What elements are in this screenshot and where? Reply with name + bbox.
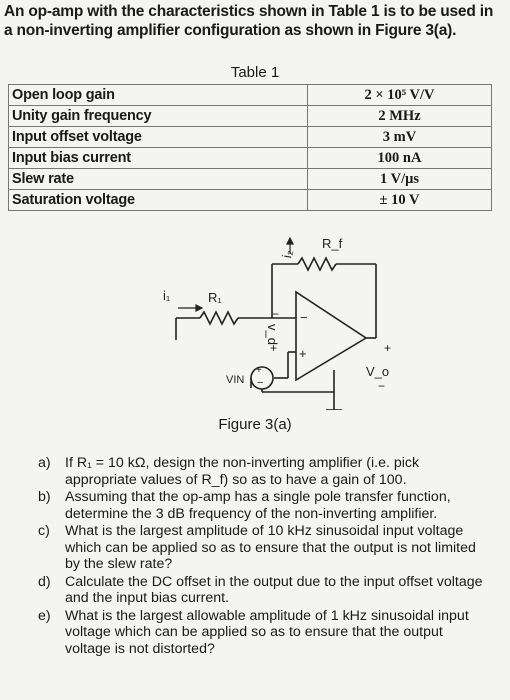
i2-label: i₂: [279, 248, 296, 260]
spec-table: [8, 84, 492, 211]
table-row: [9, 148, 492, 169]
opamp-minus: −: [300, 310, 308, 325]
row-label: Input offset voltage: [9, 127, 308, 148]
row-value: 3 mV: [308, 127, 492, 148]
question-text: If R₁ = 10 kΩ, design the non-inverting amplifier (i.e. pick appropriate values of R_f) so as to have a gain of 100.: [65, 455, 420, 488]
row-value: 100 nA: [308, 148, 492, 169]
list-item: [38, 455, 483, 488]
question-list: [38, 455, 483, 658]
vd-plus: +: [270, 341, 278, 355]
r1-resistor: [200, 312, 238, 324]
row-value: ± 10 V: [308, 190, 492, 211]
i1-label: i₁: [163, 288, 171, 303]
vin-minus: −: [257, 377, 264, 389]
rf-label: R_f: [322, 236, 343, 251]
row-label: Open loop gain: [9, 85, 308, 106]
vo-label: V_o: [366, 364, 390, 379]
row-label: Unity gain frequency: [9, 106, 308, 127]
row-label: Input bias current: [9, 148, 308, 169]
question-letter: d): [38, 573, 51, 590]
row-label: Slew rate: [9, 169, 308, 190]
output-plus: +: [384, 341, 392, 355]
row-value: 1 V/μs: [308, 169, 492, 190]
table-row: [9, 169, 492, 190]
opamp-plus: +: [299, 346, 307, 361]
table-row: [9, 85, 492, 106]
rf-resistor: [298, 258, 336, 270]
table-title: Table 1: [230, 64, 280, 81]
question-text: Assuming that the op-amp has a single pole transfer function, determine the 3 dB frequency of the non-inverting amplifier.: [65, 489, 451, 522]
row-value: 2 MHz: [308, 106, 492, 127]
question-letter: c): [38, 523, 50, 539]
table-row: [9, 190, 492, 211]
problem-intro: An op-amp with the characteristics shown in Table 1 is to be used in a non-inverting amplifier configuration as shown in Figure 3(a).: [4, 3, 494, 39]
list-item: [38, 523, 483, 573]
vin-plus: +: [256, 365, 262, 376]
list-item: [38, 489, 483, 522]
output-minus: −: [378, 379, 386, 393]
list-item: [38, 608, 483, 658]
vd-label: v_d: [265, 324, 280, 345]
list-item: [38, 574, 483, 607]
vin-label: VIN: [226, 374, 245, 386]
question-letter: a): [38, 455, 51, 471]
question-text: Calculate the DC offset in the output due to the input offset voltage and the input bias current.: [65, 573, 483, 606]
question-letter: b): [38, 489, 51, 505]
r1-label: R₁: [208, 290, 222, 305]
table-row: [9, 106, 492, 127]
row-value: 2 × 10⁵ V/V: [308, 85, 492, 106]
row-label: Saturation voltage: [9, 190, 308, 211]
figure-caption: Figure 3(a): [218, 416, 292, 433]
table-row: [9, 127, 492, 148]
question-text: What is the largest allowable amplitude of 1 kHz sinusoidal input voltage which can be applied so as to ensure that the output voltage is not distorted?: [65, 607, 469, 657]
question-letter: e): [38, 607, 51, 624]
op-amp-symbol: [296, 292, 366, 380]
question-text: What is the largest amplitude of 10 kHz sinusoidal input voltage which can be applied so as to ensure that the output is not limited by the slew rate?: [65, 523, 476, 572]
circuit-diagram: [0, 220, 510, 410]
vd-minus: −: [272, 307, 280, 321]
